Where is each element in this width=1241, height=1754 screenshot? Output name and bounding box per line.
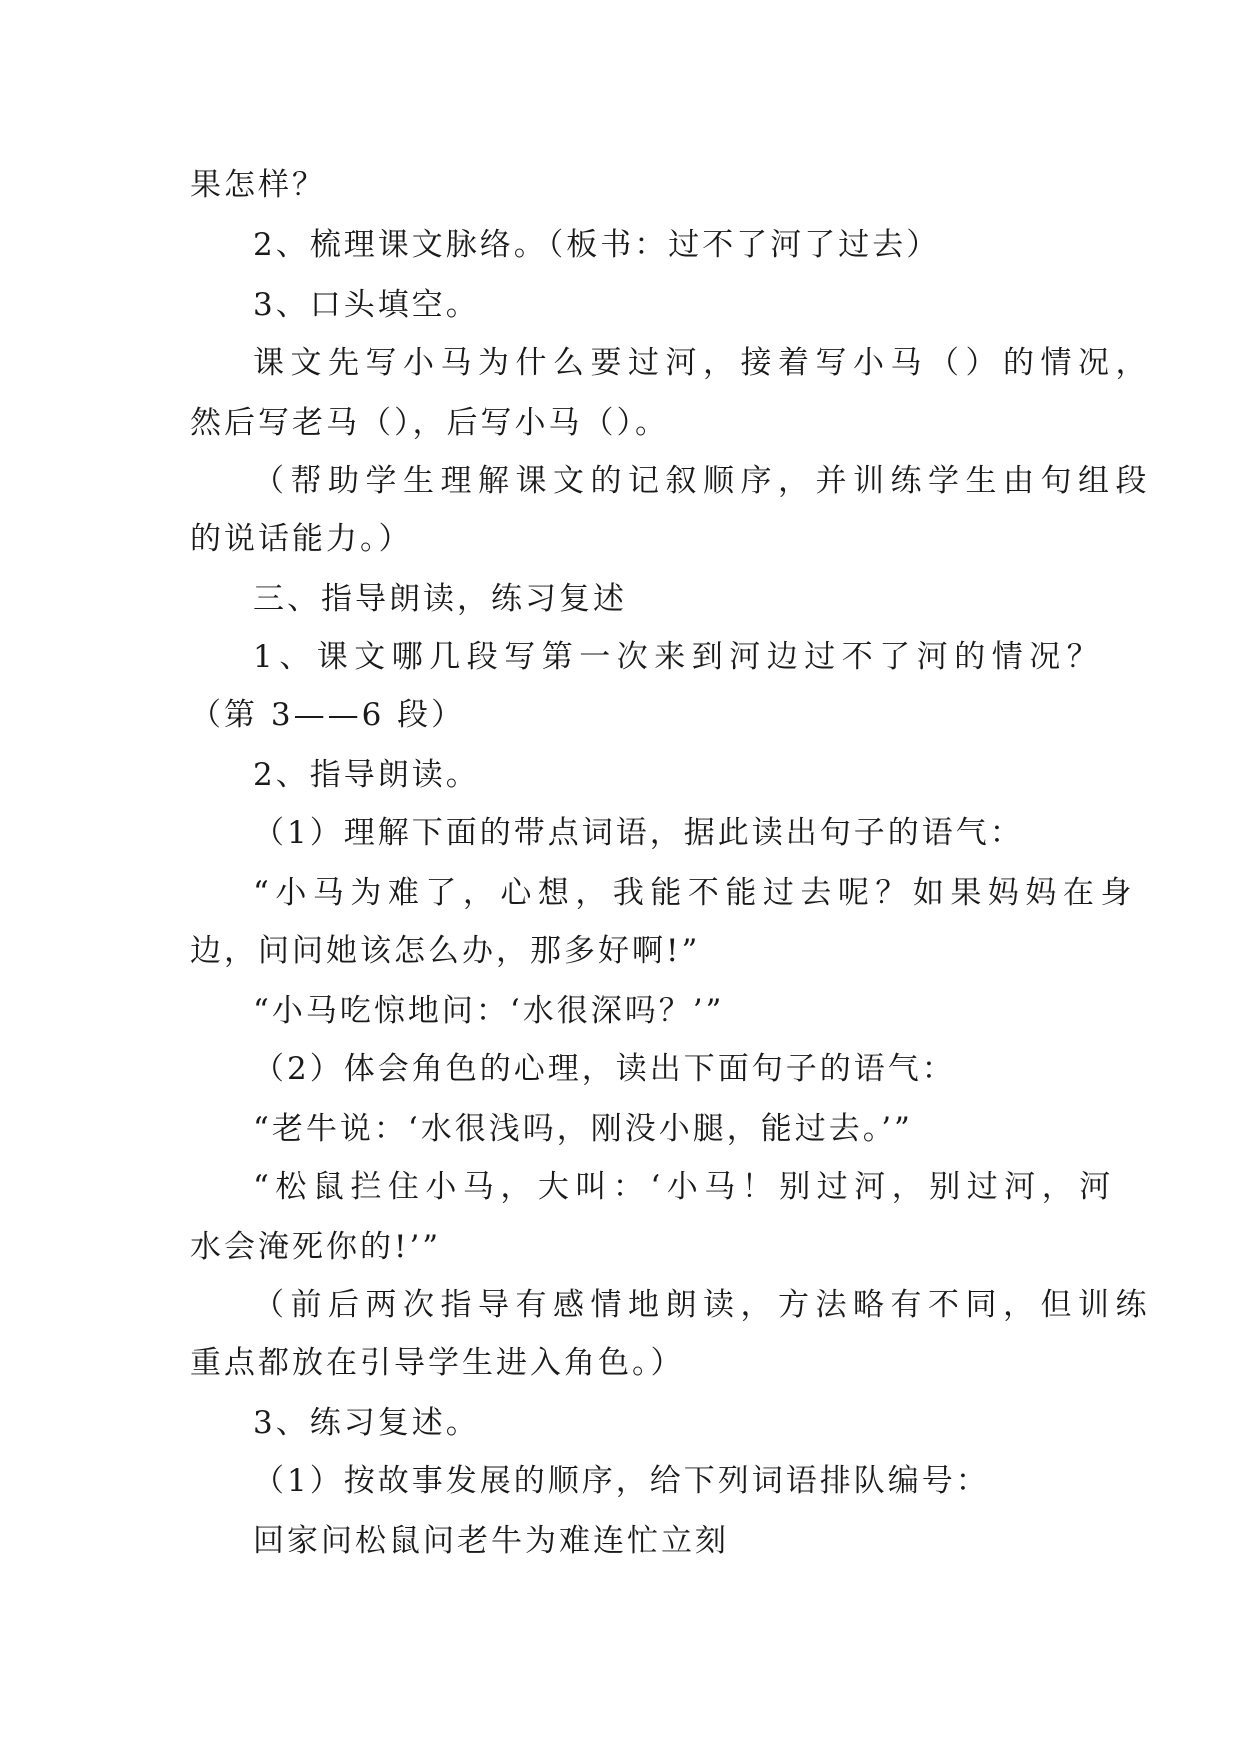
text-line-1: 果怎样？ <box>190 167 326 203</box>
text-line-11: 2、指导朗读。 <box>253 757 480 793</box>
text-line-18: “松鼠拦住小马，大叫：‘小马！别过河，别过河，河 <box>253 1169 1117 1205</box>
text-line-15: “小马吃惊地问：‘水很深吗？’” <box>253 993 725 1029</box>
text-line-12: （1）理解下面的带点词语，据此读出句子的语气： <box>253 815 1024 851</box>
text-line-13: “小马为难了，心想，我能不能过去呢？如果妈妈在身 <box>253 875 1138 911</box>
text-line-19: 水会淹死你的!’” <box>190 1229 442 1265</box>
text-line-21: 重点都放在引导学生进入角色。） <box>190 1345 685 1381</box>
text-line-2: 2、梳理课文脉络。（板书：过不了河了过去） <box>253 227 941 263</box>
text-line-5: 然后写老马（），后写小马（）。 <box>190 405 669 441</box>
text-line-22: 3、练习复述。 <box>253 1405 480 1441</box>
text-line-4: 课文先写小马为什么要过河，接着写小马（）的情况， <box>253 345 1153 381</box>
text-line-20: （前后两次指导有感情地朗读，方法略有不同，但训练 <box>253 1287 1153 1323</box>
text-line-10: （第 3——6 段） <box>190 697 466 733</box>
text-line-24: 回家问松鼠问老牛为难连忙立刻 <box>253 1523 729 1559</box>
text-line-7: 的说话能力。） <box>190 521 413 557</box>
text-line-23: （1）按故事发展的顺序，给下列词语排队编号： <box>253 1463 990 1499</box>
text-line-17: “老牛说：‘水很浅吗，刚没小腿，能过去。’” <box>253 1111 913 1147</box>
text-line-6: （帮助学生理解课文的记叙顺序，并训练学生由句组段 <box>253 463 1153 499</box>
text-line-14: 边，问问她该怎么办，那多好啊!” <box>190 933 701 969</box>
text-line-9: 1、课文哪几段写第一次来到河边过不了河的情况？ <box>253 639 1105 675</box>
text-line-16: （2）体会角色的心理，读出下面句子的语气： <box>253 1051 956 1087</box>
section-heading: 三、指导朗读，练习复述 <box>253 581 627 617</box>
text-line-3: 3、口头填空。 <box>253 287 480 323</box>
